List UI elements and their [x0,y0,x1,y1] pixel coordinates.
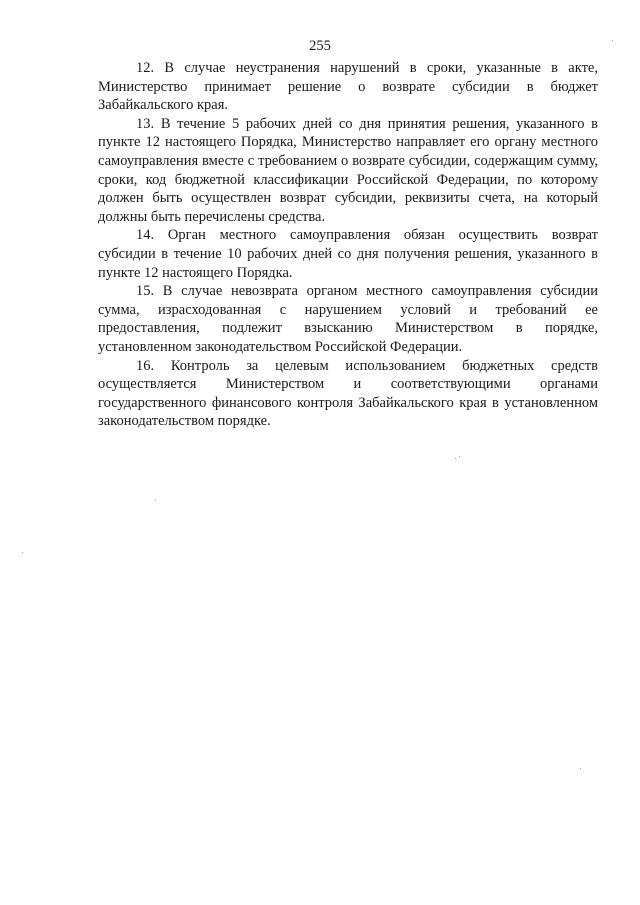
paragraph-16: 16. Контроль за целевым использованием бюджетных средств осуществляется Министерством и соответствующими органами государственного финансового контроля Забайкальского края в установленном законодательством порядке. [98,357,598,430]
scan-speck [22,552,23,553]
page-number: 255 [309,38,331,54]
paragraph-14: 14. Орган местного самоуправления обязан осуществить возврат субсидии в течение 10 рабочих дней со дня получения решения, указанного в пункте 12 настоящего Порядка. [98,227,598,281]
paragraph-13: 13. В течение 5 рабочих дней со дня принятия решения, указанного в пункте 12 настоящего Порядка, Министерство направляет его органу местного самоуправления вместе с требованием о возврате субсидии, содержащим сумму, сроки, код бюджетной классификации Российской Федерации, по которому должен быть осуществлен возврат субсидии, реквизиты счета, на который должны быть перечислены средства. [98,115,598,225]
scan-speck [580,768,581,769]
scan-speck [455,458,456,459]
paragraph-15: 15. В случае невозврата органом местного самоуправления субсидии сумма, израсходованная с нарушением условий и требований ее предоставления, подлежит взысканию Министерством в порядке, установленном законодательством Российской Федерации. [98,283,598,355]
document-body [98,59,598,431]
scan-speck [459,456,460,457]
scan-speck [155,500,156,501]
paragraph-12: 12. В случае неустранения нарушений в сроки, указанные в акте, Министерство принимает решение о возврате субсидии в бюджет Забайкальского края. [98,60,598,114]
scan-speck [612,40,613,41]
